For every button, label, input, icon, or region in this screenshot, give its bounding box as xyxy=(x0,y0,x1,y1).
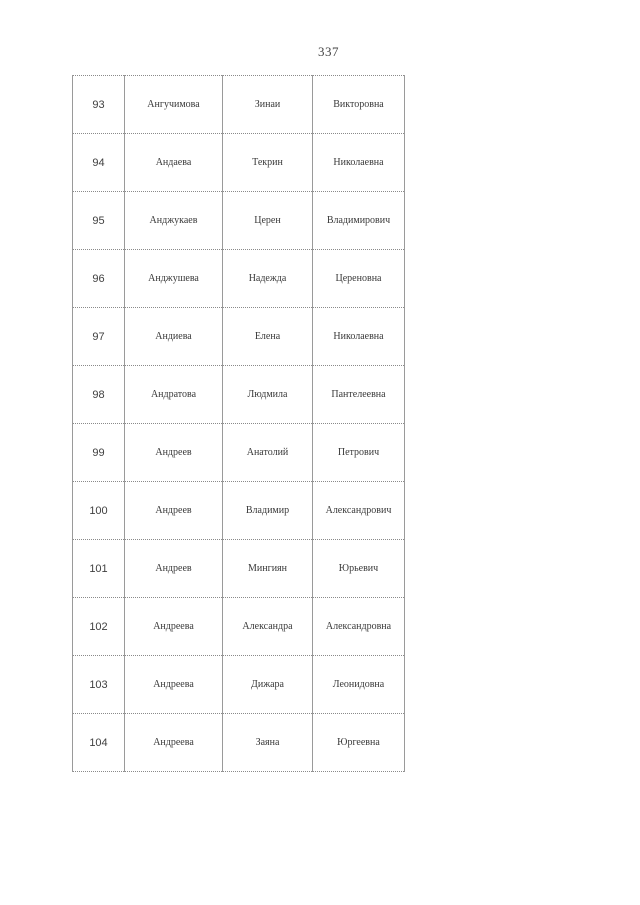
table-row xyxy=(73,192,405,250)
patronymic-cell: Викторовна xyxy=(313,76,405,134)
first-name-cell: Владимир xyxy=(223,482,313,540)
patronymic-cell: Петрович xyxy=(313,424,405,482)
first-name-cell: Дижара xyxy=(223,656,313,714)
first-name-cell: Александра xyxy=(223,598,313,656)
patronymic-cell: Александрович xyxy=(313,482,405,540)
page-number: 337 xyxy=(318,44,339,59)
first-name-cell: Анатолий xyxy=(223,424,313,482)
first-name-cell: Зинаи xyxy=(223,76,313,134)
surname-cell: Андреев xyxy=(125,540,223,598)
row-number: 97 xyxy=(73,308,125,366)
table-row xyxy=(73,656,405,714)
row-number: 94 xyxy=(73,134,125,192)
patronymic-cell: Юргеевна xyxy=(313,714,405,772)
row-number: 93 xyxy=(73,76,125,134)
surname-cell: Андаева xyxy=(125,134,223,192)
row-number: 102 xyxy=(73,598,125,656)
first-name-cell: Церен xyxy=(223,192,313,250)
table-row xyxy=(73,76,405,134)
surname-cell: Анджушева xyxy=(125,250,223,308)
surname-cell: Ангучимова xyxy=(125,76,223,134)
surname-cell: Андреева xyxy=(125,598,223,656)
row-number: 101 xyxy=(73,540,125,598)
patronymic-cell: Николаевна xyxy=(313,308,405,366)
first-name-cell: Надежда xyxy=(223,250,313,308)
surname-cell: Андреева xyxy=(125,714,223,772)
roster-table xyxy=(72,75,405,772)
row-number: 100 xyxy=(73,482,125,540)
table-row xyxy=(73,424,405,482)
patronymic-cell: Леонидовна xyxy=(313,656,405,714)
table-row xyxy=(73,366,405,424)
patronymic-cell: Николаевна xyxy=(313,134,405,192)
patronymic-cell: Цереновна xyxy=(313,250,405,308)
surname-cell: Андратова xyxy=(125,366,223,424)
table-row xyxy=(73,308,405,366)
surname-cell: Андиева xyxy=(125,308,223,366)
first-name-cell: Мингиян xyxy=(223,540,313,598)
row-number: 104 xyxy=(73,714,125,772)
table-row xyxy=(73,250,405,308)
table-row xyxy=(73,134,405,192)
first-name-cell: Текрин xyxy=(223,134,313,192)
surname-cell: Андреев xyxy=(125,482,223,540)
patronymic-cell: Пантелеевна xyxy=(313,366,405,424)
first-name-cell: Заяна xyxy=(223,714,313,772)
patronymic-cell: Юрьевич xyxy=(313,540,405,598)
surname-cell: Андреев xyxy=(125,424,223,482)
row-number: 99 xyxy=(73,424,125,482)
row-number: 98 xyxy=(73,366,125,424)
first-name-cell: Людмила xyxy=(223,366,313,424)
first-name-cell: Елена xyxy=(223,308,313,366)
row-number: 103 xyxy=(73,656,125,714)
row-number: 95 xyxy=(73,192,125,250)
row-number: 96 xyxy=(73,250,125,308)
surname-cell: Анджукаев xyxy=(125,192,223,250)
surname-cell: Андреева xyxy=(125,656,223,714)
table-row xyxy=(73,540,405,598)
table-row xyxy=(73,714,405,772)
patronymic-cell: Владимирович xyxy=(313,192,405,250)
table-row xyxy=(73,482,405,540)
patronymic-cell: Александровна xyxy=(313,598,405,656)
table-row xyxy=(73,598,405,656)
